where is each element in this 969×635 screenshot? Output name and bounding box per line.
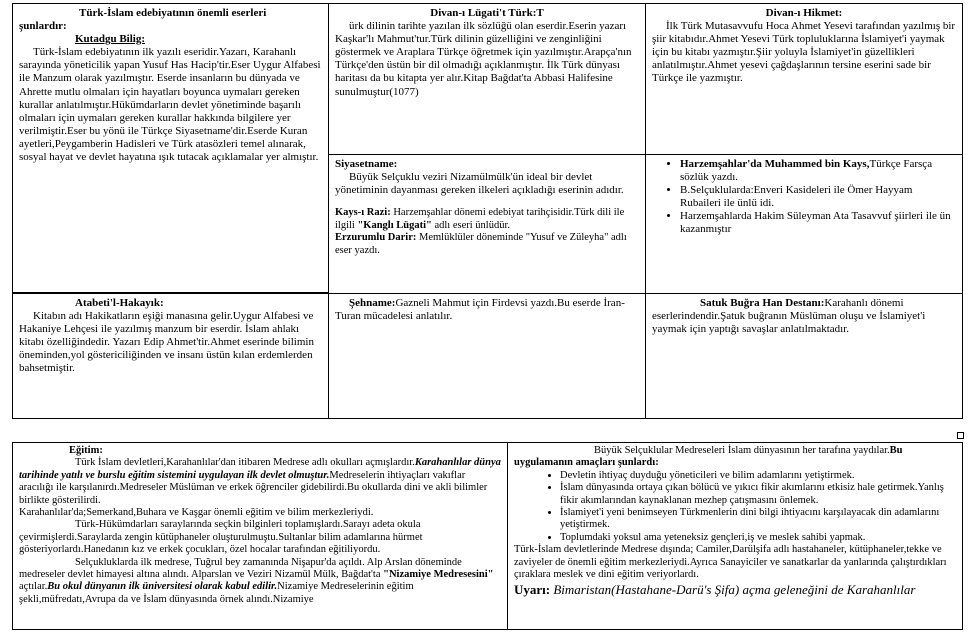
satuk-bugra-text: Karahanlı dönemi eserlerindendir.Şatuk buğranın Müslüman oluşu ve İslamiyet'i yaymak için yaptığı savaşlar anlatılmaktadır. — [652, 297, 926, 336]
education-table — [12, 442, 963, 630]
kays-razi-label: Kays-ı Razi: — [335, 207, 391, 219]
authors-list — [652, 158, 956, 237]
egitim-paragraph-2: Karahanlılar'da;Semerkand,Buhara ve Kaşgar önemli eğitim ve bilim merkezleriydi. — [19, 507, 374, 519]
siyasetname-text: Büyük Selçuklu veziri Nizamülmülk'ün ideal bir devlet yönetiminin dayanması gereken ilkeleri açıkladığı eserinin adıdır. — [335, 171, 624, 197]
cell-egitim — [13, 443, 508, 630]
list-item: • Devletin ihtiyaç duyduğu yöneticileri ve bilim adamlarını yetiştirmek. — [560, 470, 956, 482]
table-resize-handle[interactable] — [957, 432, 964, 439]
uyari-note: Uyarı: Bimaristan(Hastahane-Darü's Şifa) açma geleneğini de Karahanlılar — [514, 582, 916, 598]
cell-sehname — [329, 294, 646, 419]
amaclar-list — [514, 470, 956, 544]
list-item: • İslamiyet'i yeni benimseyen Türkmenlerin dini bilgi ihtiyacını karşılayacak din adamlarını yetiştirmek. — [560, 507, 956, 532]
cell-kutadgu-bilig — [13, 4, 329, 293]
divan-lugat-title: Divan-ı Lügati't Türk:T — [430, 7, 544, 19]
satuk-bugra-title: Satuk Buğra Han Destanı: — [700, 297, 825, 309]
kutadgu-bilig-text: Türk-İslam edebiyatının ilk yazılı eseridir.Yazarı, Karahanlı sarayında yöneticilik yapan Yusuf Has Hacip'tir.Eser Uygur Alfabesi ile Manzum olarak yazılmıştır. Eserde insanların bu dünyada ve Ahrette mutlu olmaları için hayatları boyunca uymaları gereken kurallar anlatılmıştır.Hükümdarların devlet yönetiminde başarılı olmaları için uymaları gereken kurallar hakkında bilgilere yer verilmiştir.Eser bu yönü ile Türkçe Siyasetname'dir.Eserde Kuran ayetleri,Peygamberin Hadisleri ve Türk atasözleri temel alınarak, sosyal hayat ve devlet hayatına ışık tutacak açıklamalar yer almıştır. — [19, 46, 321, 164]
egitim-paragraph-3: Türk-Hükümdarları saraylarında seçkin bilginleri toplamışlardı.Sarayı adeta okula çevirmişlerdi.Saraylarda zengin kütüphaneler oluşturulmuştu.Sultanlar bilim adamlarına hürmet gösteriyorlardı.Hanedanın kız ve erkek çocukları, özel hocalar tarafından eğitiliyordu. — [19, 519, 423, 556]
cell-atabet — [13, 294, 329, 419]
list-item: • Harzemşahlar'da Muhammed bin Kays,Türkçe Farsça sözlük yazdı. — [680, 158, 956, 184]
medrese-after: Türk-İslam devletlerinde Medrese dışında; Camiler,Darülşifa adlı hastahaneler, kütüphaneler,tekke ve zaviyeler de önemli eğitim merkezleriydi.Ayrıca Sanayiciler ve sanatkarlar da yanlarında çalıştırdıkları çıraklara meslek ve dini eğitim veriyorlardı. — [514, 544, 947, 581]
divan-lugat-text: ürk dilinin tarihte yazılan ilk sözlüğü olan eserdir.Eserin yazarı Kaşkar'lı Mahmut'tur.Türk dilinin güzelliğini ve zenginliğini göstermek ve Araplara Türkçe öğretmek için yazılmıştır.Arapça'nın Türkçe'den üstün bir dil olmadığı açıklanmıştır. İlk Türk dünyası haritası da bu kitapta yer alır.Kitap Bağdat'ta Abbasi Halifesine sunulmuştur(1077) — [335, 20, 632, 98]
egitim-paragraph-4: Selçukluklarda ilk medrese, Tuğrul bey zamanında Nişapur'da açıldı. Alp Arslan döneminde medreseler devlet himayesi altına alındı. Alparslan ve Veziri Nizamül Mülk, Bağdat'ta "Nizamiye Medresesini" açtılar.Bu okul dünyanın ilk üniversitesi olarak kabul edilir.Nizamiye Medreselerinin eğitim şekli,müfredatı,Avrupa da ve İslam dünyasında örnek alındı.Nizamiye — [19, 556, 494, 605]
cell-divan-hikmet — [646, 4, 963, 294]
divan-hikmet-text: İlk Türk Mutasavvufu Hoca Ahmet Yesevi tarafından yazılmış bir şiir kitabıdır.Ahmet Yesevi Türk topluluklarına İslamiyet'i yaymak için bu kitabı yazmıştır.Şiir yoluyla İslamiyet'in güzellikleri anlatılmıştır.Ahmet yesevi çağdaşlarının tersine eserini sade bir Türkçe ile yazmıştır. — [652, 20, 956, 85]
sehname-title: Şehname: — [349, 297, 396, 309]
list-item: • B.Selçuklularda:Enveri Kasideleri ile Ömer Hayyam Rubaileri ile ünlü idi. — [680, 184, 956, 210]
egitim-paragraph-1: Türk İslam devletleri,Karahanlılar'dan itibaren Medrese adlı okulları açmışlardır.Karahanlılar dünya tarihinde yatılı ve burslu eğitim sistemini uygulayan ilk devlet olmuştur.Medreselerin ihtiyaçları vakıflar aracılığı ile karşılanırdı.Medreseler Müslüman ve erkek öğrenciler gidebilirdi.Bu okullarda dini ve akli bilimler birlikte gösterilirdi. — [19, 457, 501, 506]
divan-hikmet-title: Divan-ı Hikmet: — [765, 7, 843, 19]
kays-razi-text: Kays-ı Razi: Harzemşahlar dönemi edebiyat tarihçisidir.Türk dili ile ilgili "Kanglı Lügati" adlı eseri ünlüdür. — [335, 207, 625, 231]
kutadgu-bilig-title: Kutadgu Bilig: — [75, 33, 145, 46]
atabet-text: Kitabın adı Hakikatların eşiği manasına gelir.Uygur Alfabesi ve Hakaniye Lehçesi ile yazılmış manzum bir eserdir. İslam ahlakı kitabı özelliğindedir. Yazarı Edip Ahmet'tir.Ahmet eserinde bilimin öneminden,yol göstericiliğinden ve insanı üstün kılan erdemlerden bahsetmiştir. — [19, 310, 314, 375]
sehname-text: Gazneli Mahmut için Firdevsi yazdı.Bu eserde İran-Turan mücadelesi anlatılır. — [335, 297, 625, 323]
list-item: • İslam dünyasında ortaya çıkan bölücü ve yıkıcı fikir akımlarını etkisiz hale getirmek.Yanlış fikir akımlarından kaynaklanan mezhep çatışmasını önlemek. — [560, 482, 956, 507]
egitim-title: Eğitim: — [69, 445, 103, 456]
darir-text: Erzurumlu Darir: Memlüklüler döneminde "Yusuf ve Züleyha" adlı eser yazdı. — [335, 232, 627, 256]
cell-divan-lugat — [329, 4, 646, 294]
literature-table — [12, 3, 963, 419]
list-item: • Harzemşahlarda Hakim Süleyman Ata Tasavvuf şiirleri ile ün kazanmıştır — [680, 210, 956, 236]
table-heading-2: şunlardır: — [19, 20, 67, 33]
atabet-title: Atabeti'l-Hakayık: — [75, 297, 164, 309]
siyasetname-title: Siyasetname: — [335, 158, 398, 170]
list-item: • Toplumdaki yoksul ama yeteneksiz gençleri,iş ve meslek sahibi yapmak. — [560, 532, 956, 544]
medrese-intro: Büyük Selçuklular Medreseleri İslam dünyasının her tarafına yaydılar.Bu uygulamanın amaçları şunlardı: — [514, 445, 903, 469]
cell-medrese — [508, 443, 963, 630]
darir-label: Erzurumlu Darir: — [335, 232, 417, 244]
cell-satuk-bugra — [646, 294, 963, 419]
table-heading: Türk-İslam edebiyatının önemli eserleri — [79, 7, 267, 19]
